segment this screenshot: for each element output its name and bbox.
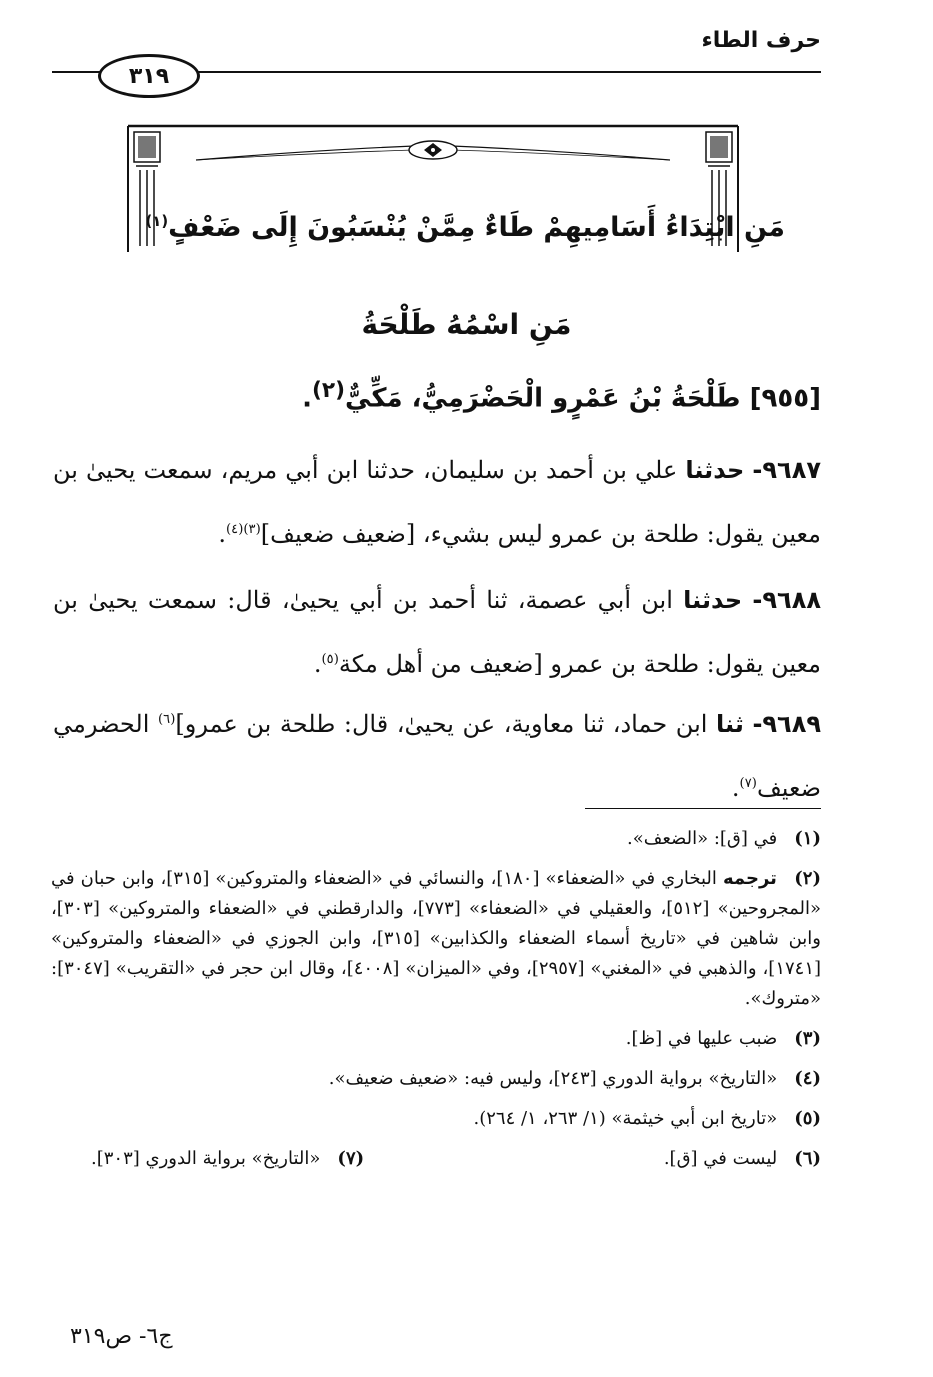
narration-text: ابن أبي عصمة، ثنا أحمد بن أبي يحيىٰ، قال: سمعت يحيىٰ بن معين يقول: طلحة بن عمرو [ضعيف من أهل مكة — [53, 586, 821, 678]
footnote-number: (٥) — [794, 1108, 821, 1129]
narration-text: الحضرمي ضعيف — [53, 710, 821, 802]
narration-number: ٩٦٨٨- — [752, 586, 821, 614]
footnote-1 — [51, 824, 821, 854]
narration-lead: حدثنا — [685, 456, 745, 484]
footnote-text: «التاريخ» برواية الدوري [٢٤٣]، وليس فيه: «ضعيف ضعيف». — [328, 1068, 778, 1089]
footnote-text: ضبب عليها في [ظ]. — [625, 1028, 778, 1049]
footnote-7 — [91, 1144, 364, 1174]
entry-name: طَلْحَةُ بْنُ عَمْرٍو الْحَضْرَمِيُّ، مَكِّيٌّ — [345, 383, 741, 414]
footnote-number: (٣) — [794, 1028, 821, 1049]
footnote-text: «تاريخ ابن أبي خيثمة» (١/ ٢٦٣، ١/ ٢٦٤). — [473, 1108, 778, 1129]
footnote-5 — [51, 1104, 821, 1134]
page-reference: ج٦- ص٣١٩ — [70, 1324, 173, 1349]
entry-number: [٩٥٥] — [749, 383, 821, 414]
footnote-ref: (٦) — [157, 712, 176, 727]
footnote-number: (٦) — [794, 1148, 821, 1169]
footnote-ref: (٥) — [321, 652, 339, 667]
narration-text: علي بن أحمد بن سليمان، حدثنا ابن أبي مريم، سمعت يحيىٰ بن معين يقول: طلحة بن عمرو ليس بشيء، [ضعيف ضعيف] — [53, 456, 821, 548]
narration-9688 — [53, 570, 821, 694]
footnote-ref: (١) — [145, 212, 169, 230]
chapter-heading-text: مَنِ ابْتِدَاءُ أَسَامِيهِمْ طَاءٌ مِمَّنْ يُنْسَبُونَ إِلَى ضَعْفٍ — [168, 212, 785, 243]
footnote-3 — [51, 1024, 821, 1054]
footnote-row-6-7 — [51, 1144, 821, 1174]
footnote-text: في [ق]: «الضعف». — [626, 828, 778, 849]
footnote-rule — [585, 808, 821, 809]
footnote-4 — [51, 1064, 821, 1094]
footnote-2 — [51, 864, 821, 1014]
footnote-number: (٧) — [337, 1148, 365, 1169]
narration-text: ابن حماد، ثنا معاوية، عن يحيىٰ، قال: طلحة بن عمرو] — [175, 710, 708, 738]
page-number-badge — [98, 54, 200, 98]
footnote-ref: (٣)(٤) — [226, 522, 261, 537]
narration-number: ٩٦٨٩- — [752, 710, 821, 738]
footnote-number: (٤) — [794, 1068, 821, 1089]
running-head: حرف الطاء — [701, 28, 821, 53]
narration-number: ٩٦٨٧- — [752, 456, 821, 484]
footnote-text: ليست في [ق]. — [663, 1148, 778, 1169]
footnote-lead: ترجمه — [722, 868, 777, 889]
footnote-text: البخاري في «الضعفاء» [١٨٠]، والنسائي في «الضعفاء والمتروكين» [٣١٥]، وابن حبان في «المجروحين» [٥١٢]، والعقيلي في «الضعفاء» [٧٧٣]، والدارقطني في «الضعفاء والمتروكين» [٣٠٣]، وابن شاهين في «تاريخ أسماء الضعفاء والكذابين» [٣١٥]، وابن الجوزي في «الضعفاء والمتروكين» [١٧٤١]، والذهبي في «المغني» [٢٩٥٧]، وفي «الميزان» [٤٠٠٨]، وقال ابن حجر في «التقريب» [٣٠٤٧]: «متروك». — [51, 868, 822, 1009]
footnote-ref: (٧) — [739, 776, 757, 791]
footnote-ref: (٢) — [312, 378, 346, 403]
entry-heading — [121, 378, 821, 414]
page-number: ٣١٩ — [128, 63, 170, 89]
narration-lead: ثنا — [716, 710, 744, 738]
footnote-6 — [664, 1144, 821, 1174]
narration-lead: حدثنا — [683, 586, 743, 614]
narration-end: . — [313, 650, 322, 678]
narration-9687 — [53, 440, 821, 564]
footnote-number: (١) — [794, 828, 821, 849]
narration-9689 — [53, 690, 821, 818]
footnote-number: (٢) — [794, 868, 821, 889]
footnote-text: «التاريخ» برواية الدوري [٣٠٣]. — [91, 1148, 321, 1169]
narration-end: . — [218, 520, 226, 548]
chapter-heading — [145, 212, 785, 243]
section-title: مَنِ اسْمُهُ طَلْحَةُ — [361, 308, 572, 341]
entry-end: . — [302, 383, 312, 414]
narration-end: . — [731, 774, 740, 802]
footnotes — [51, 824, 821, 1184]
